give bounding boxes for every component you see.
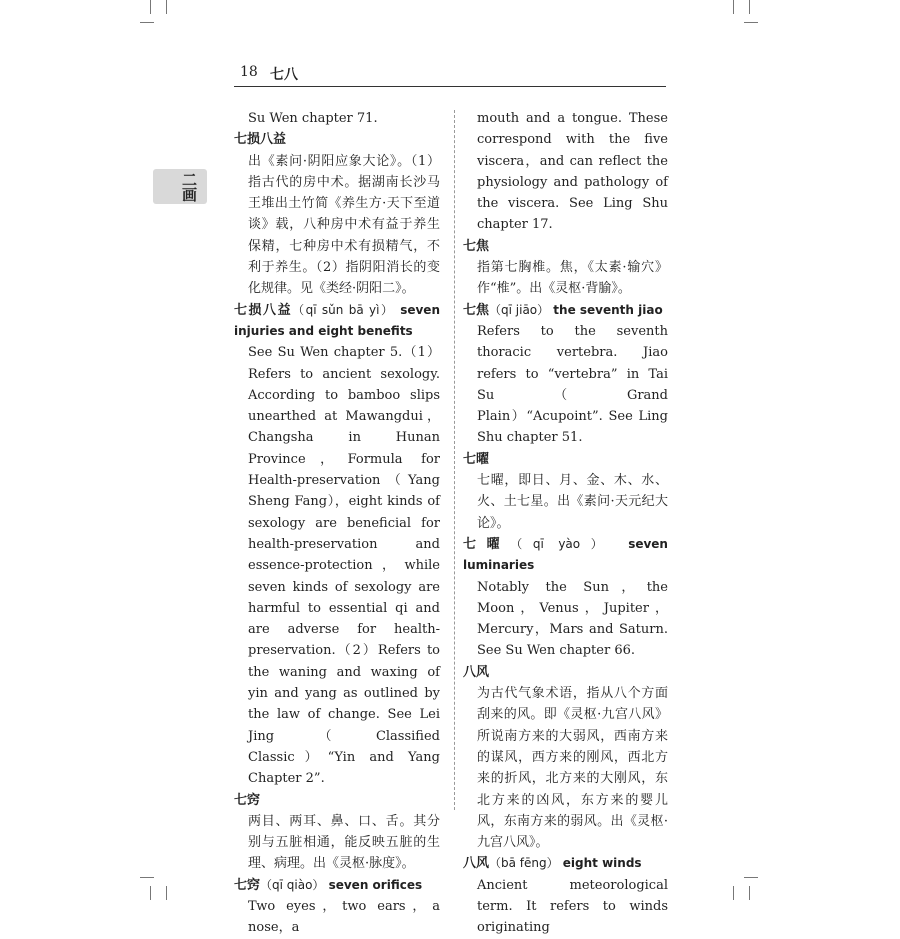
- entry-definition: 出《素问·阴阳应象大论》。（1）指古代的房中术。据湖南长沙马王堆出土竹简《养生方·天下至道谈》载，八种房中术有益于养生保精，七种房中术有损精气，不利于养生。（2）指阴阳消长的变化规律。见《类经·阴阳二》。: [248, 153, 440, 297]
- thumb-index-label: 二画: [180, 172, 198, 202]
- dictionary-entry: [234, 875, 440, 939]
- crop-mark-top-left: [150, 0, 151, 14]
- english-headword: seven injuries and eight benefits: [234, 302, 440, 338]
- crop-mark-bottom-left-h: [140, 877, 154, 878]
- headword: 八风: [463, 856, 490, 872]
- crop-mark-top-right-2: [749, 0, 750, 14]
- english-headword: seven luminaries: [463, 536, 668, 573]
- entry-definition: 为古代气象术语，指从八个方面刮来的风。即《灵枢·九宫八风》所说南方来的大弱风，西南方来的谋风，西方来的刚风，西北方来的折风，北方来的大刚风，东北方来的凶风，东方来的婴儿风，东南方来的弱风。出《灵枢·九宫八风》。: [477, 686, 668, 851]
- english-headword: the seventh jiao: [553, 302, 663, 317]
- dictionary-entry: [463, 300, 668, 449]
- crop-mark-bottom-right: [733, 886, 734, 900]
- crop-mark-top-left-h: [140, 22, 154, 23]
- dictionary-entry: [234, 300, 440, 790]
- pinyin: （qī sǔn bā yì）: [292, 302, 395, 317]
- crop-mark-top-left-2: [166, 0, 167, 14]
- dictionary-entry: [463, 449, 668, 534]
- page-number: 18: [240, 64, 258, 80]
- dictionary-entry: [463, 236, 668, 300]
- headword: 七曜: [463, 536, 511, 552]
- pinyin: （bā fēng）: [489, 856, 559, 871]
- headword: 八风: [463, 664, 490, 680]
- headword: 七曜: [463, 451, 490, 467]
- column-divider: [454, 110, 455, 810]
- crop-mark-bottom-left: [150, 886, 151, 900]
- crop-mark-bottom-left-2: [166, 886, 167, 900]
- entry-definition: Two eyes，two ears，a nose，a: [248, 898, 440, 936]
- headword: 七窍: [234, 792, 261, 808]
- dictionary-entry: [463, 534, 668, 662]
- english-headword: seven orifices: [328, 877, 423, 892]
- header-rule: [234, 86, 666, 87]
- crop-mark-top-right-h: [744, 22, 758, 23]
- dictionary-entry: [234, 790, 440, 875]
- entry-definition: Refers to the seventh thoracic vertebra. Jiao refers to “vertebra” in Tai Su（Grand Plain）“Acupoint”. See Ling Shu chapter 51.: [477, 323, 668, 446]
- continuation-text: Su Wen chapter 71.: [248, 111, 378, 126]
- pinyin: （qī qiào）: [260, 877, 325, 892]
- entry-definition: 指第七胸椎。焦，《太素·输穴》作“椎”。出《灵枢·背腧》。: [477, 260, 668, 297]
- headword: 七窍: [234, 877, 261, 893]
- headword: 七损八益: [234, 132, 287, 148]
- headword: 七焦: [463, 238, 490, 254]
- continuation-text: mouth and a tongue. These correspond with the five viscera，and can reflect the physiology and pathology of the viscera. See Ling Shu chapter 17.: [477, 111, 668, 233]
- crop-mark-bottom-right-h: [744, 877, 758, 878]
- left-column: [234, 108, 440, 939]
- entry-definition: Ancient meteorological term. It refers to winds originating: [477, 877, 668, 936]
- pinyin: （qī jiāo）: [489, 302, 550, 317]
- headword: 七损八益: [234, 302, 293, 318]
- pinyin: （qī yào）: [510, 536, 614, 551]
- right-column: [463, 108, 668, 939]
- english-headword: eight winds: [562, 856, 642, 871]
- headword: 七焦: [463, 302, 490, 318]
- crop-mark-bottom-right-2: [749, 886, 750, 900]
- running-header-title: 七八: [270, 67, 298, 83]
- dictionary-entry: [234, 129, 440, 299]
- dictionary-entry: [463, 853, 668, 938]
- entry-definition: See Su Wen chapter 5.（1）Refers to ancient sexology. According to bamboo slips unearthed at Mawangdui，Changsha in Hunan Province，Formula for Health-preservation（Yang Sheng Fang），eight kinds of sexology are beneficial for health-preservation and essence-protection，while seven kinds of sexology are harmful to essential qi and are adverse for health-preservation.（2）Refers to the waning and waxing of yin and yang as outlined by the law of change. See Lei Jing（Classified Classic）“Yin and Yang Chapter 2”.: [248, 345, 440, 787]
- crop-mark-top-right: [733, 0, 734, 14]
- entry-definition: Notably the Sun，the Moon，Venus，Jupiter，Mercury，Mars and Saturn. See Su Wen chapter 66.: [477, 579, 668, 659]
- dictionary-entry: [463, 662, 668, 854]
- entry-definition: 两目、两耳、鼻、口、舌。其分别与五脏相通，能反映五脏的生理、病理。出《灵枢·脉度》。: [248, 813, 440, 872]
- entry-definition: 七曜，即日、月、金、木、水、火、土七星。出《素问·天元纪大论》。: [477, 473, 668, 531]
